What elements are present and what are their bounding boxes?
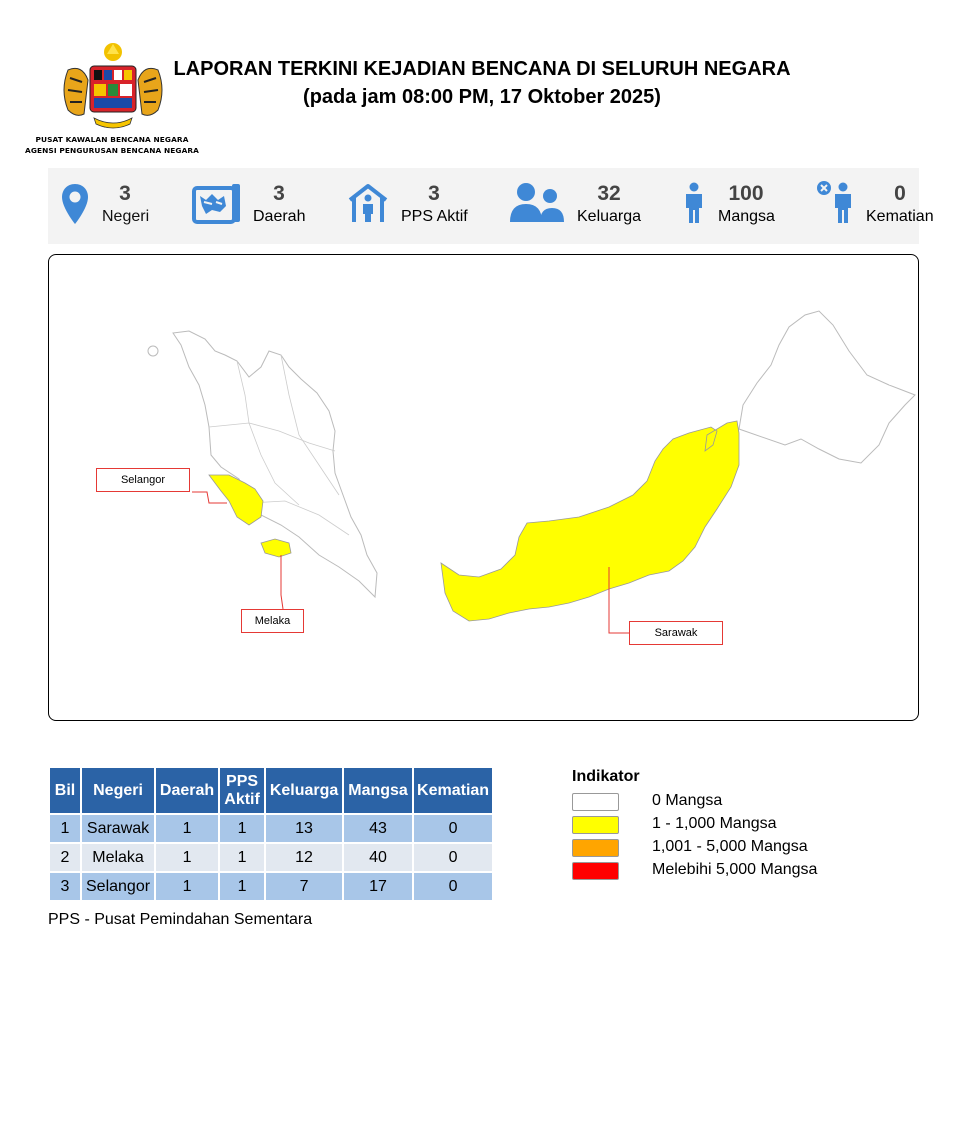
legend-label: 0 Mangsa: [652, 792, 723, 809]
peninsular-malaysia-outline: [173, 331, 377, 597]
stat-daerah-label: Daerah: [253, 208, 306, 225]
selangor-callout-line: [192, 492, 227, 503]
cell-kematian: 0: [414, 844, 492, 871]
cell-mangsa: 40: [344, 844, 412, 871]
legend-item: [572, 815, 777, 838]
cell-daerah: 1: [156, 844, 218, 871]
coat-of-arms-logo: [58, 40, 168, 136]
cell-bil: 1: [50, 815, 80, 842]
map-pin-icon: [60, 182, 90, 226]
cell-daerah: 1: [156, 815, 218, 842]
melaka-callout-line: [281, 555, 283, 609]
table-row: [50, 873, 492, 900]
col-negeri: Negeri: [82, 768, 154, 813]
cell-keluarga: 7: [266, 873, 342, 900]
stat-keluarga-label: Keluarga: [577, 208, 642, 225]
cell-keluarga: 12: [266, 844, 342, 871]
legend-label: Melebihi 5,000 Mangsa: [652, 861, 818, 878]
map-legend: [572, 768, 818, 884]
stat-pps-label: PPS Aktif: [401, 208, 468, 225]
agency-line-1: PUSAT KAWALAN BENCANA NEGARA: [35, 135, 189, 144]
col-bil: Bil: [50, 768, 80, 813]
cell-kematian: 0: [414, 815, 492, 842]
col-keluarga: Keluarga: [266, 768, 342, 813]
cell-pps: 1: [220, 873, 264, 900]
legend-swatch-2: [572, 839, 619, 857]
table-header-row: [50, 768, 492, 813]
stat-pps-value: 3: [428, 182, 440, 205]
cell-daerah: 1: [156, 873, 218, 900]
shelter-icon: [346, 182, 390, 224]
sarawak-callout: Sarawak: [629, 621, 723, 645]
report-title: LAPORAN TERKINI KEJADIAN BENCANA DI SELURUH NEGARA: [173, 58, 791, 80]
report-subtitle: (pada jam 08:00 PM, 17 Oktober 2025): [303, 86, 661, 108]
stat-negeri-value: 3: [119, 182, 131, 205]
stat-mangsa-label: Mangsa: [718, 208, 775, 225]
stat-daerah-value-text: 3: [273, 182, 285, 205]
cell-bil: 2: [50, 844, 80, 871]
legend-label: 1,001 - 5,000 Mangsa: [652, 838, 808, 855]
stat-negeri-label: Negeri: [102, 208, 150, 225]
legend-item: [572, 861, 818, 884]
district-map-icon: [192, 182, 242, 224]
table-row: [50, 815, 492, 842]
cell-negeri: Sarawak: [82, 815, 154, 842]
legend-item: [572, 792, 723, 815]
col-kematian: Kematian: [414, 768, 492, 813]
legend-swatch-1: [572, 816, 619, 834]
cell-bil: 3: [50, 873, 80, 900]
state-summary-table: [48, 766, 494, 902]
table-row: [50, 844, 492, 871]
legend-swatch-3: [572, 862, 619, 880]
pps-footnote: PPS - Pusat Pemindahan Sementara: [48, 911, 313, 928]
cell-negeri: Selangor: [82, 873, 154, 900]
person-icon: [682, 182, 706, 224]
cell-keluarga: 13: [266, 815, 342, 842]
cell-mangsa: 17: [344, 873, 412, 900]
selangor-callout: Selangor: [96, 468, 190, 492]
agency-line-2: AGENSI PENGURUSAN BENCANA NEGARA: [25, 146, 199, 155]
family-icon: [510, 182, 564, 224]
cell-negeri: Melaka: [82, 844, 154, 871]
legend-item: [572, 838, 808, 861]
stat-keluarga-value: 32: [597, 182, 621, 205]
cell-kematian: 0: [414, 873, 492, 900]
penang-island: [148, 346, 158, 356]
sarawak-region: [441, 421, 739, 621]
summary-stats-bar: [48, 168, 934, 244]
legend-swatch-0: [572, 793, 619, 811]
melaka-region: [261, 539, 291, 557]
sabah-outline: [739, 311, 915, 463]
stat-negeri: [48, 168, 178, 244]
stat-daerah: [188, 168, 328, 244]
legend-label: 1 - 1,000 Mangsa: [652, 815, 777, 832]
melaka-callout: Melaka: [241, 609, 304, 633]
cell-mangsa: 43: [344, 815, 412, 842]
col-mangsa: Mangsa: [344, 768, 412, 813]
report-title-block: [172, 55, 792, 111]
stat-kematian-label: Kematian: [866, 208, 934, 225]
col-pps-aktif: PPS Aktif: [220, 768, 264, 813]
stat-mangsa-value: 100: [728, 182, 764, 205]
col-daerah: Daerah: [156, 768, 218, 813]
death-person-icon: [816, 180, 856, 224]
stat-kematian-value: 0: [894, 182, 906, 205]
agency-name: [14, 134, 210, 156]
disaster-map: [48, 254, 919, 721]
cell-pps: 1: [220, 844, 264, 871]
cell-pps: 1: [220, 815, 264, 842]
legend-title: Indikator: [572, 768, 640, 785]
